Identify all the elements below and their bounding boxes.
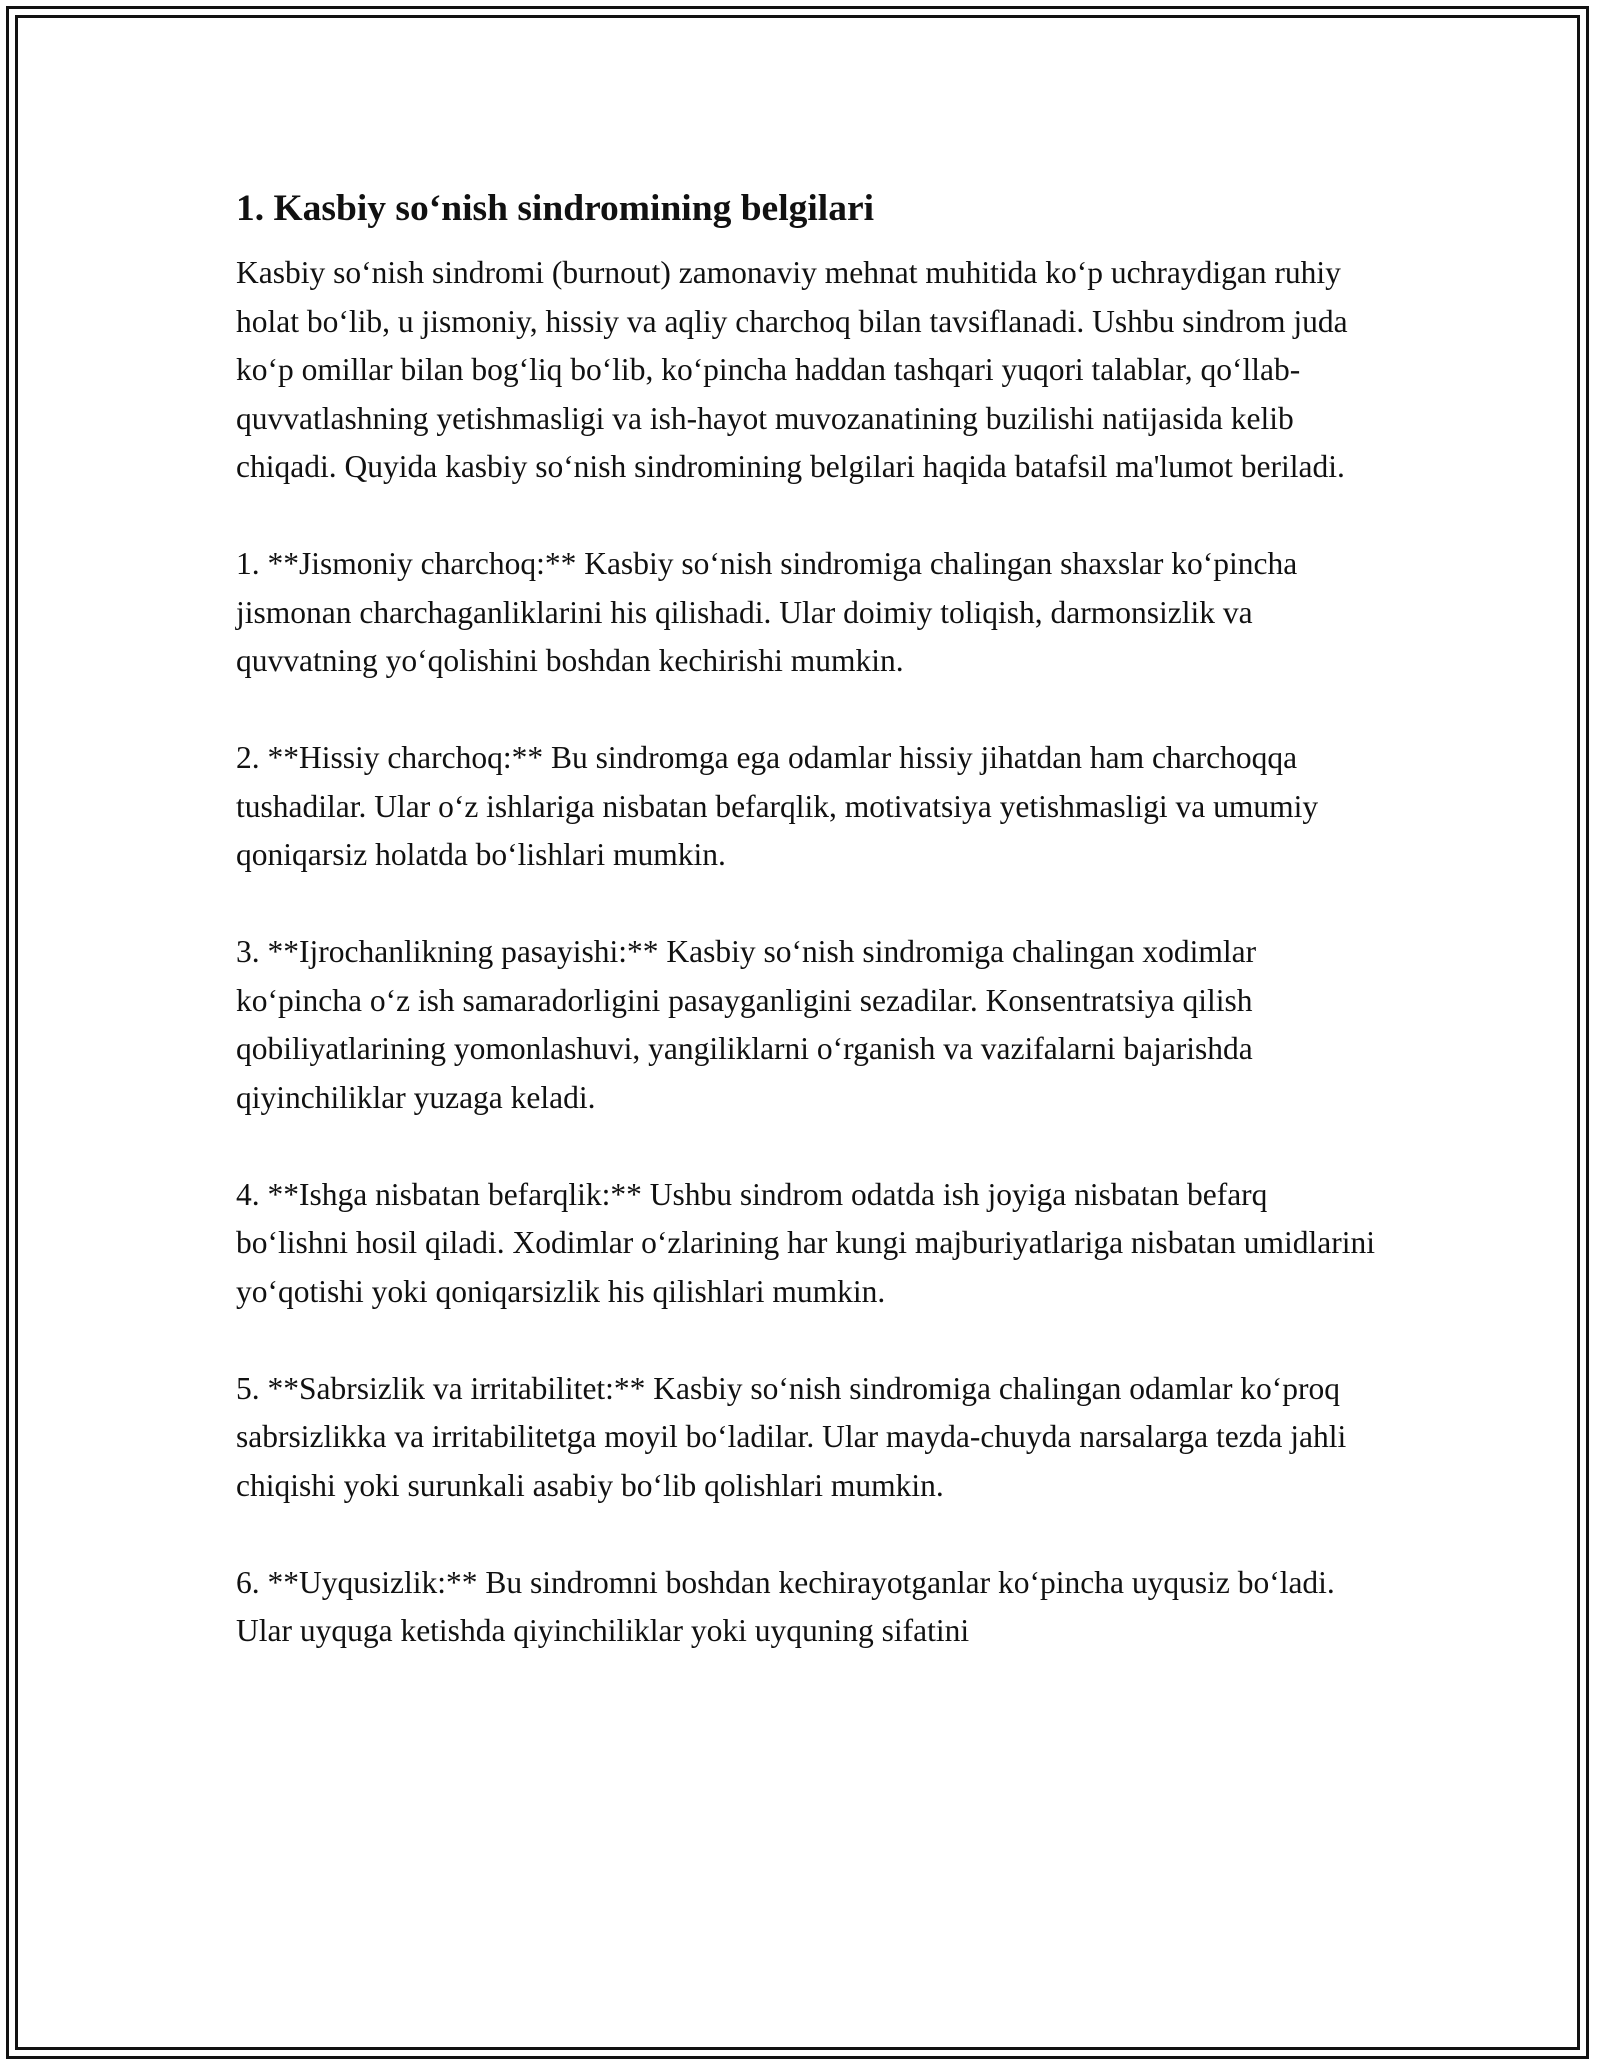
section-heading: 1. Kasbiy so‘nish sindromining belgilari: [236, 188, 875, 229]
list-item-impatience-irritability: 5. **Sabrsizlik va irritabilitet:** Kasbiy so‘nish sindromiga chalingan odamlar ko‘proq sabrsizlikka va irritabilitetga moyil bo‘ladilar. Ular mayda-chuyda narsalarga tezda jahli chiqishi yoki surunkali asabiy bo‘lib qolishlari mumkin.: [236, 1370, 1347, 1503]
list-item-emotional-fatigue: 2. **Hissiy charchoq:** Bu sindromga ega odamlar hissiy jihatdan ham charchoqqa tushadilar. Ular o‘z ishlariga nisbatan befarqlik, motivatsiya yetishmasligi va umumiy qoniqarsiz holatda bo‘lishlari mumkin.: [236, 740, 1319, 872]
list-item-performance-decline: 3. **Ijrochanlikning pasayishi:** Kasbiy so‘nish sindromiga chalingan xodimlar ko‘pincha o‘z ish samaradorligini pasayganligini sezadilar. Konsentratsiya qilish qobiliyatlarining yomonlashuvi, yangiliklarni o‘rganish va vazifalarni bajarishda qiyinchiliklar yuzaga keladi.: [236, 934, 1257, 1115]
list-item-work-indifference: 4. **Ishga nisbatan befarqlik:** Ushbu sindrom odatda ish joyiga nisbatan befarq bo‘lishni hosil qiladi. Xodimlar o‘zlarining har kungi majburiyatlariga nisbatan umidlarini yo‘qotishi yoki qoniqarsizlik his qilishlari mumkin.: [236, 1176, 1376, 1309]
intro-paragraph: Kasbiy so‘nish sindromi (burnout) zamonaviy mehnat muhitida ko‘p uchraydigan ruhiy holat bo‘lib, u jismoniy, hissiy va aqliy charchoq bilan tavsiflanadi. Ushbu sindrom juda ko‘p omillar bilan bog‘liq bo‘lib, ko‘pincha haddan tashqari yuqori talablar, qo‘llab-quvvatlashning yetishmasligi va ish-hayot muvozanatining buzilishi natijasida kelib chiqadi. Quyida kasbiy so‘nish sindromining belgilari haqida batafsil ma'lumot beriladi.: [236, 255, 1348, 484]
document-body: [236, 185, 1376, 1704]
list-item-insomnia: 6. **Uyqusizlik:** Bu sindromni boshdan kechirayotganlar ko‘pincha uyqusiz bo‘ladi. Ular uyquga ketishda qiyinchiliklar yoki uyquning sifatini: [236, 1564, 1335, 1648]
list-item-physical-fatigue: 1. **Jismoniy charchoq:** Kasbiy so‘nish sindromiga chalingan shaxslar ko‘pincha jismonan charchaganliklarini his qilishadi. Ular doimiy toliqish, darmonsizlik va quvvatning yo‘qolishini boshdan kechirishi mumkin.: [236, 546, 1298, 678]
